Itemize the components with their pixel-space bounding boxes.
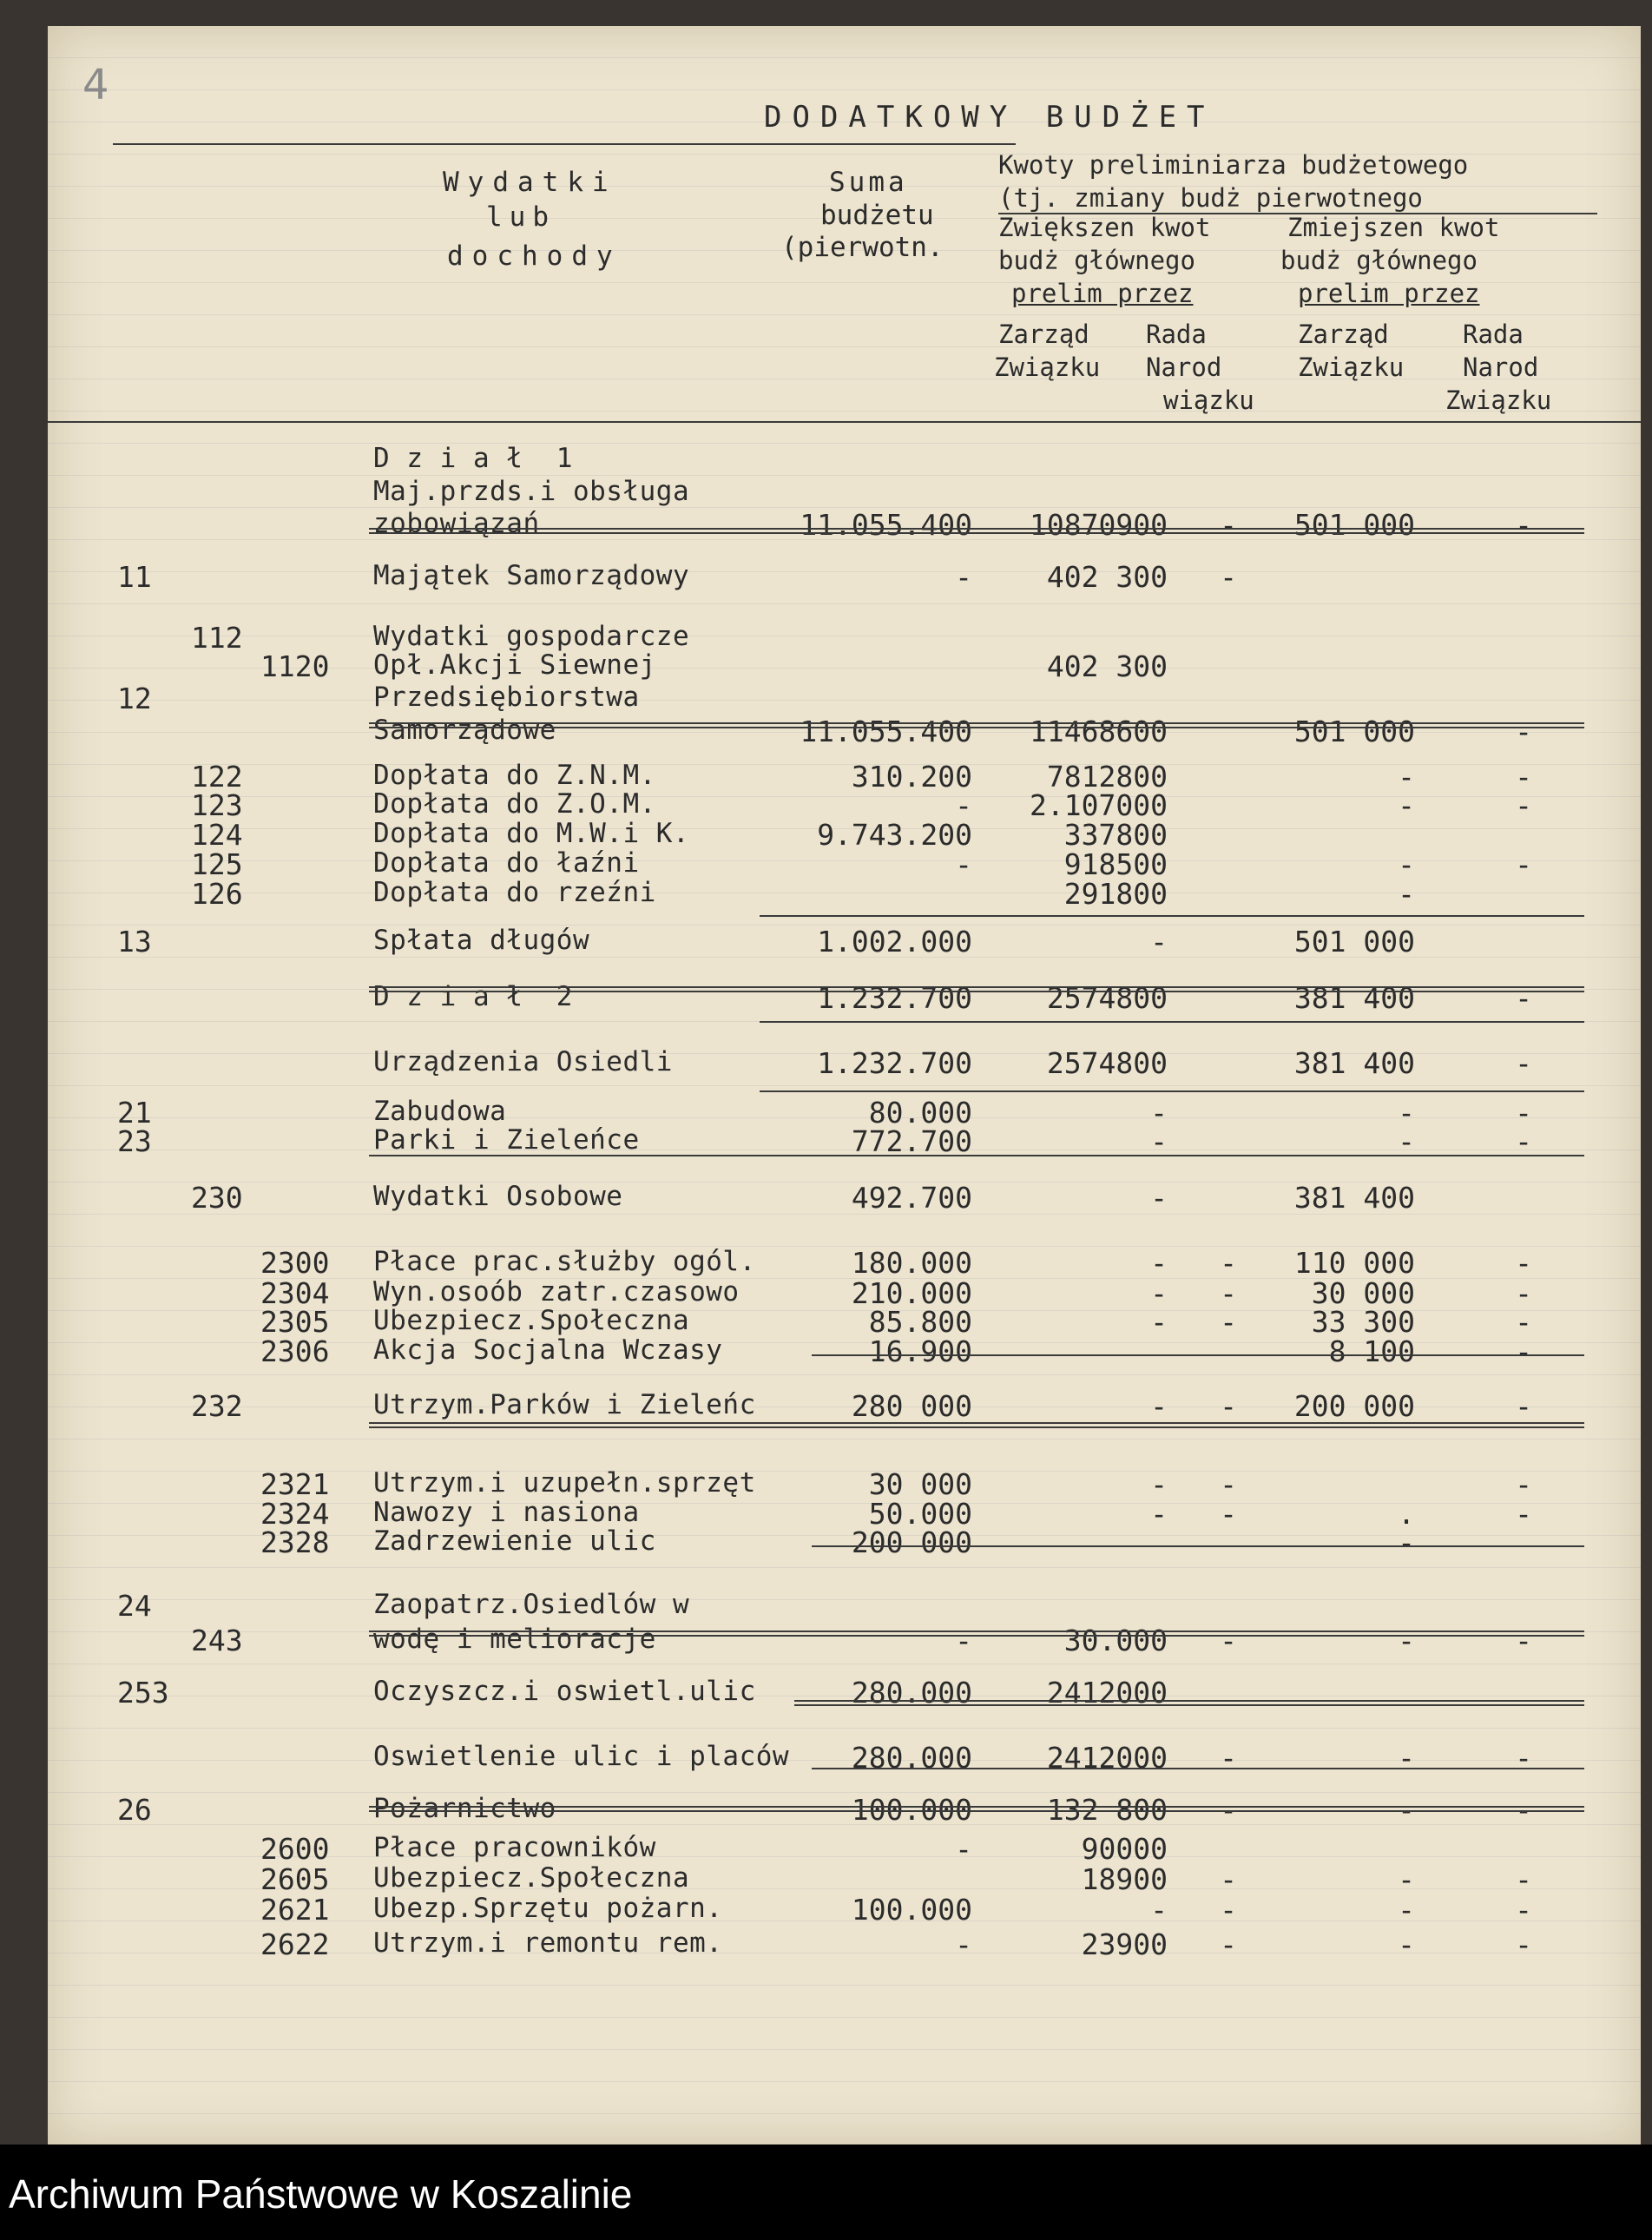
header-sub-r2-2: Narod: [1463, 352, 1539, 382]
row-z1: 337800: [1063, 818, 1168, 852]
row-rule: [812, 1545, 1584, 1547]
row-z1: 18900: [1081, 1862, 1168, 1896]
row-r2: -: [1515, 847, 1532, 881]
row-label: Utrzym.i uzupełn.sprzęt: [373, 1467, 756, 1499]
row-sum: -: [955, 847, 972, 881]
row-sum: 16.900: [868, 1334, 972, 1368]
row-z1: -: [1150, 1497, 1168, 1531]
row-sum: 280 000: [851, 1389, 972, 1423]
row-c2: 112: [191, 621, 243, 655]
row-sum: 200 000: [851, 1525, 972, 1559]
row-label: Wydatki gospodarcze: [373, 621, 690, 652]
row-label: Parki i Zieleńce: [373, 1124, 640, 1156]
row-r1: -: [1220, 1893, 1237, 1927]
row-label: Dopłata do Z.O.M.: [373, 788, 656, 820]
header-items-2: lub: [486, 201, 556, 233]
row-r1: -: [1220, 1276, 1237, 1310]
row-c3: 2324: [260, 1497, 330, 1531]
row-z2: 381 400: [1293, 981, 1415, 1015]
row-sum: 85.800: [868, 1305, 972, 1339]
row-r2: -: [1515, 1246, 1532, 1280]
row-sum: -: [955, 1832, 972, 1866]
row-sum: 492.700: [851, 1181, 972, 1215]
row-rule: [369, 1155, 1584, 1156]
row-r1: -: [1220, 560, 1237, 594]
row-z1: -: [1150, 1893, 1168, 1927]
row-z1: -: [1150, 1389, 1168, 1423]
row-rule: [794, 1700, 1584, 1706]
row-z2: -: [1398, 1525, 1415, 1559]
row-label: Opł.Akcji Siewnej: [373, 649, 656, 681]
row-label: Wyn.osoób zatr.czasowo: [373, 1276, 740, 1308]
row-z1: 2574800: [1046, 981, 1168, 1015]
row-r1: -: [1220, 1497, 1237, 1531]
header-sub-r1-3: wiązku: [1163, 385, 1254, 415]
row-r2: -: [1515, 1124, 1532, 1158]
row-z1: -: [1150, 1124, 1168, 1158]
row-c1: 21: [117, 1096, 152, 1130]
header-sub-z2-2: Związku: [1298, 352, 1405, 382]
row-label: Ubezp.Sprzętu pożarn.: [373, 1893, 723, 1924]
row-sum: 280.000: [851, 1676, 972, 1710]
row-rule: [369, 1422, 1584, 1428]
header-sum-2: budżetu: [820, 200, 934, 231]
row-z2: 200 000: [1293, 1389, 1415, 1423]
row-label: Przedsiębiorstwa: [373, 682, 640, 713]
row-c2: 243: [191, 1624, 243, 1657]
row-c3: 2304: [260, 1276, 330, 1310]
row-z1: 132 800: [1046, 1793, 1168, 1827]
row-c1: 13: [117, 925, 152, 959]
row-z2: -: [1398, 877, 1415, 911]
row-c3: 1120: [260, 649, 330, 683]
row-r2: -: [1515, 1276, 1532, 1310]
row-rule: [369, 722, 1584, 728]
row-label: Maj.przds.i obsługa: [373, 476, 690, 507]
row-sum: 11.055.400: [800, 508, 972, 542]
row-label: zobowiązań: [373, 508, 540, 539]
row-label: Oswietlenie ulic i placów: [373, 1741, 790, 1772]
row-label: Zabudowa: [373, 1096, 507, 1127]
row-r2: -: [1515, 1497, 1532, 1531]
row-z2: 381 400: [1293, 1181, 1415, 1215]
row-label: Wydatki Osobowe: [373, 1181, 623, 1212]
row-c3: 2306: [260, 1334, 330, 1368]
row-sum: 772.700: [851, 1124, 972, 1158]
header-sub-r1-2: Narod: [1146, 352, 1222, 382]
row-z2: 381 400: [1293, 1046, 1415, 1080]
row-c1: 23: [117, 1124, 152, 1158]
row-c3: 2605: [260, 1862, 330, 1896]
row-z1: 2412000: [1046, 1676, 1168, 1710]
row-z2: -: [1398, 760, 1415, 794]
row-r1: -: [1220, 1741, 1237, 1775]
row-z2: -: [1398, 1862, 1415, 1896]
row-r2: -: [1515, 1305, 1532, 1339]
row-c3: 2305: [260, 1305, 330, 1339]
row-c2: 125: [191, 847, 243, 881]
header-sum-3: (pierwotn.: [781, 232, 944, 263]
row-sum: 9.743.200: [817, 818, 972, 852]
row-label: Zadrzewienie ulic: [373, 1525, 656, 1557]
row-r1: -: [1220, 1862, 1237, 1896]
header-sub-z1-2: Związku: [994, 352, 1101, 382]
row-label: Akcja Socjalna Wczasy: [373, 1334, 723, 1366]
row-z1: 90000: [1081, 1832, 1168, 1866]
row-sum: -: [955, 560, 972, 594]
row-label: Nawozy i nasiona: [373, 1497, 640, 1528]
row-z2: -: [1398, 847, 1415, 881]
header-dec-2: budż głównego: [1280, 246, 1478, 275]
page-title: DODATKOWY BUDŻET: [764, 100, 1215, 135]
row-rule: [812, 1354, 1584, 1356]
header-changes-1: Kwoty preliminiarza budżetowego: [998, 150, 1469, 180]
header-inc-3: prelim przez: [1011, 279, 1194, 308]
row-label: Ubezpiecz.Społeczna: [373, 1305, 690, 1336]
row-label: D z i a ł 2: [373, 981, 573, 1012]
row-sum: 100.000: [851, 1793, 972, 1827]
row-r2: -: [1515, 1741, 1532, 1775]
row-z2: -: [1398, 1893, 1415, 1927]
row-c2: 122: [191, 760, 243, 794]
row-r1: -: [1220, 1624, 1237, 1657]
row-label: wodę i melioracje: [373, 1624, 656, 1655]
row-c1: 24: [117, 1589, 152, 1623]
row-r2: -: [1515, 1893, 1532, 1927]
row-sum: 210.000: [851, 1276, 972, 1310]
row-r2: -: [1515, 1624, 1532, 1657]
row-z1: 402 300: [1046, 560, 1168, 594]
header-dec-3: prelim przez: [1298, 279, 1480, 308]
header-items-3: dochody: [447, 240, 622, 272]
row-c2: 124: [191, 818, 243, 852]
row-c3: 2300: [260, 1246, 330, 1280]
row-label: D z i a ł 1: [373, 443, 573, 474]
row-rule: [369, 986, 1584, 992]
row-r2: -: [1515, 1862, 1532, 1896]
row-z1: -: [1150, 1246, 1168, 1280]
row-z2: 501 000: [1293, 925, 1415, 959]
row-z1: -: [1150, 1181, 1168, 1215]
row-sum: 280.000: [851, 1741, 972, 1775]
row-label: Majątek Samorządowy: [373, 560, 690, 591]
row-z2: 8 100: [1328, 1334, 1415, 1368]
row-c3: 2328: [260, 1525, 330, 1559]
row-c1: 11: [117, 560, 152, 594]
row-label: Płace pracowników: [373, 1832, 656, 1863]
row-z1: -: [1150, 1467, 1168, 1501]
row-z1: -: [1150, 1305, 1168, 1339]
row-z1: 11468600: [1030, 715, 1168, 748]
row-z1: 23900: [1081, 1927, 1168, 1961]
row-z1: 2.107000: [1030, 788, 1168, 822]
row-c3: 2321: [260, 1467, 330, 1501]
row-z1: -: [1150, 1276, 1168, 1310]
row-sum: 80.000: [868, 1096, 972, 1130]
row-label: Dopłata do Z.N.M.: [373, 760, 656, 791]
archive-footer-label: Archiwum Państwowe w Koszalinie: [9, 2171, 633, 2217]
row-label: Samorządowe: [373, 715, 556, 746]
header-sub-r2-1: Rada: [1463, 320, 1524, 349]
row-c2: 126: [191, 877, 243, 911]
row-z1: 2412000: [1046, 1741, 1168, 1775]
row-rule: [760, 915, 1584, 917]
row-c2: 232: [191, 1389, 243, 1423]
row-z2: 33 300: [1311, 1305, 1415, 1339]
header-dec-1: Zmiejszen kwot: [1287, 213, 1500, 242]
row-label: Urządzenia Osiedli: [373, 1046, 673, 1077]
row-sum: -: [955, 1927, 972, 1961]
row-sum: 1.232.700: [817, 981, 972, 1015]
header-inc-1: Zwiększen kwot: [998, 213, 1211, 242]
row-c2: 230: [191, 1181, 243, 1215]
row-c2: 123: [191, 788, 243, 822]
document-page: [48, 26, 1641, 2144]
row-rule: [760, 1021, 1584, 1023]
row-sum: 11.055.400: [800, 715, 972, 748]
row-rule: [812, 1768, 1584, 1769]
row-z2: -: [1398, 1741, 1415, 1775]
row-sum: 100.000: [851, 1893, 972, 1927]
row-z1: 2574800: [1046, 1046, 1168, 1080]
row-label: Ubezpiecz.Społeczna: [373, 1862, 690, 1894]
row-r1: -: [1220, 1927, 1237, 1961]
row-z2: .: [1398, 1497, 1415, 1531]
row-c1: 253: [117, 1676, 169, 1710]
row-sum: 30 000: [868, 1467, 972, 1501]
row-c3: 2622: [260, 1927, 330, 1961]
row-r2: -: [1515, 1927, 1532, 1961]
row-rule: [760, 1090, 1584, 1092]
row-r2: -: [1515, 981, 1532, 1015]
row-z1: 30.000: [1063, 1624, 1168, 1657]
row-c1: 12: [117, 682, 152, 715]
row-rule: [369, 1806, 1584, 1812]
row-sum: 50.000: [868, 1497, 972, 1531]
row-sum: 310.200: [851, 760, 972, 794]
row-r1: -: [1220, 1389, 1237, 1423]
row-r2: -: [1515, 760, 1532, 794]
row-c1: 26: [117, 1793, 152, 1827]
row-rule: [369, 528, 1584, 534]
archive-footer: [0, 2144, 1652, 2240]
row-z2: 110 000: [1293, 1246, 1415, 1280]
row-r2: -: [1515, 508, 1532, 542]
row-z2: 30 000: [1311, 1276, 1415, 1310]
row-rule: [369, 1631, 1584, 1637]
row-r2: -: [1515, 1793, 1532, 1827]
row-label: Utrzym.i remontu rem.: [373, 1927, 723, 1959]
row-z2: 501 000: [1293, 508, 1415, 542]
row-z1: 10870900: [1030, 508, 1168, 542]
row-sum: 1.002.000: [817, 925, 972, 959]
row-label: Oczyszcz.i oswietl.ulic: [373, 1676, 756, 1707]
row-label: Płace prac.służby ogól.: [373, 1246, 756, 1277]
row-sum: -: [955, 788, 972, 822]
row-label: Spłata długów: [373, 925, 590, 956]
header-bottom-rule: [48, 421, 1641, 423]
row-z2: -: [1398, 1124, 1415, 1158]
row-sum: 180.000: [851, 1246, 972, 1280]
row-r1: -: [1220, 1467, 1237, 1501]
row-z2: -: [1398, 1096, 1415, 1130]
title-rule: [113, 143, 1016, 145]
header-changes-2: (tj. zmiany budż pierwotnego: [998, 183, 1423, 213]
page-mark: 4: [82, 61, 109, 109]
header-sub-z2-1: Zarząd: [1298, 320, 1389, 349]
row-z2: 501 000: [1293, 715, 1415, 748]
row-r2: -: [1515, 1046, 1532, 1080]
row-label: Pożarnictwo: [373, 1793, 556, 1824]
row-r2: -: [1515, 1096, 1532, 1130]
row-r2: -: [1515, 1467, 1532, 1501]
row-r2: -: [1515, 1389, 1532, 1423]
row-c3: 2621: [260, 1893, 330, 1927]
row-z2: -: [1398, 1927, 1415, 1961]
row-sum: -: [955, 1624, 972, 1657]
row-z1: 291800: [1063, 877, 1168, 911]
row-z1: 7812800: [1046, 760, 1168, 794]
header-inc-2: budż głównego: [998, 246, 1195, 275]
header-sum-1: Suma: [829, 167, 908, 198]
row-z1: 402 300: [1046, 649, 1168, 683]
row-label: Dopłata do M.W.i K.: [373, 818, 690, 849]
row-r1: -: [1220, 1305, 1237, 1339]
row-z1: -: [1150, 925, 1168, 959]
header-sub-r1-1: Rada: [1146, 320, 1207, 349]
row-sum: 1.232.700: [817, 1046, 972, 1080]
row-z2: -: [1398, 1624, 1415, 1657]
row-r2: -: [1515, 788, 1532, 822]
row-r2: -: [1515, 715, 1532, 748]
header-sub-r2-3: Związku: [1445, 385, 1552, 415]
row-z2: -: [1398, 788, 1415, 822]
row-z1: 918500: [1063, 847, 1168, 881]
row-r1: -: [1220, 1793, 1237, 1827]
row-r1: -: [1220, 508, 1237, 542]
row-r1: -: [1220, 1246, 1237, 1280]
header-sub-z1-1: Zarząd: [998, 320, 1089, 349]
row-z1: -: [1150, 1096, 1168, 1130]
row-label: Dopłata do łaźni: [373, 847, 640, 879]
row-label: Zaopatrz.Osiedlów w: [373, 1589, 690, 1620]
row-c3: 2600: [260, 1832, 330, 1866]
row-label: Utrzym.Parków i Zieleńc: [373, 1389, 756, 1420]
row-label: Dopłata do rzeźni: [373, 877, 656, 908]
header-items-1: Wydatki: [443, 167, 617, 198]
row-r2: -: [1515, 1334, 1532, 1368]
row-z2: -: [1398, 1793, 1415, 1827]
